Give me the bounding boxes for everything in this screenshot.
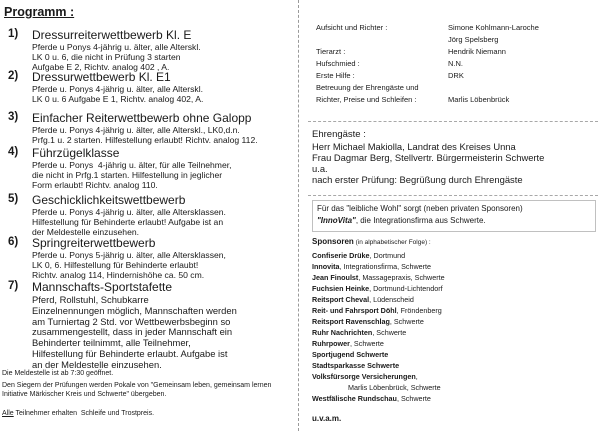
item-details: Pferde u. Ponys 4-jährig u. älter, alle Alterskl., LK0,d.n. Prfg.1 u. 2 starten. Hilfestellung erlaubt! Richtv. analog 112. [32,125,258,145]
item-details: Pferde u. Ponys 4-jährig u. älter, alle Altersklassen. Hilfestellung für Behinderte erlaubt! Aufgabe ist an der Meldestelle einzusehen. [32,207,226,237]
sponsor-item [312,295,414,304]
sponsor-item [312,262,431,271]
catering-company: "InnoVita" [317,216,356,225]
staff-name: Simone Kohlmann-Laroche [448,23,539,32]
item-details: Pferde u Ponys 4-jährig u. älter, alle Alterskl. LK 0 u. 6, die nicht in Prüfung 3 starten Aufgabe E 2, Richtv. analog 402 , A. [32,42,201,72]
item-details: Pferde u. Ponys 4-jährig u. älter, alle Alterskl. LK 0 u. 6 Aufgabe E 1, Richtv. analog 402, A. [32,84,204,104]
info-column [308,0,598,431]
item-heading: Dressurreiterwettbewerb Kl. E [32,28,192,42]
item-details: Pferd, Rollstuhl, Schubkarre Einzelnennungen möglich, Mannschaften werden am Turniertag 2 Std. vor Wettbewerbsbeginn so zusammengestellt, dass in jeder Mannschaft ein Behinderter teilnimmt, alle Teilnehmer, Hilfestellung für Behinderte erlaubt. Aufgabe ist an der Meldestelle einzusehen. [32,294,237,370]
guests-label: Ehrengäste : [312,129,366,140]
item-heading: Führzügelklasse [32,146,120,160]
trophy-note: Den Siegern der Prüfungen werden Pokale von "Gemeinsam leben, gemeinsam lernen Initiative Märkischer Kreis und Schwerte" übergeben. [2,382,272,398]
item-heading: Dressurwettbewerb Kl. E1 [32,70,171,84]
participants-note-underlined: Alle [2,410,14,417]
sponsor-name: Volksfürsorge Versicherungen [312,372,416,381]
staff-role: Richter, Preise und Schleifen : [316,95,417,104]
sponsor-name: Reitsport Cheval [312,295,370,304]
sponsor-name: Ruhr Nachrichten [312,328,373,337]
sponsor-location: , Schwerte [389,317,424,326]
sponsor-item [312,394,431,403]
sponsors-closing: u.v.a.m. [312,414,342,423]
participants-note-rest: Teilnehmer erhalten Schleife und Trostpreis. [13,410,155,417]
catering-line-2-rest: , die Integrationsfirma aus Schwerte. [355,216,486,225]
guests-text: Herr Michael Makiolla, Landrat des Kreises Unna Frau Dagmar Berg, Stellvertr. Bürgermeisterin Schwerte u.a. nach erster Prüfung: Begrüßung durch Ehrengäste [312,141,545,185]
sponsor-name: Confiserie Drüke [312,251,370,260]
sponsor-name: Sportjugend Schwerte [312,350,389,359]
item-number: 3) [8,111,19,123]
item-number: 6) [8,236,19,248]
sponsor-item [312,251,405,260]
item-number: 2) [8,70,19,82]
sponsor-item [312,284,443,293]
sponsor-name: Jean Finoulst [312,273,359,282]
program-column [0,0,296,431]
staff-role: Aufsicht und Richter : [316,23,388,32]
sponsor-item [312,317,424,326]
staff-role: Hufschmied : [316,59,360,68]
sponsor-item [312,350,388,359]
sponsor-item [312,339,384,348]
item-heading: Mannschafts-Sportstafette [32,280,173,294]
sponsors-subtitle: (in alphabetischer Folge) : [353,239,431,246]
staff-name: DRK [448,71,464,80]
sponsor-name: Ruhrpower [312,339,350,348]
catering-line-1: Für das "leibliche Wohl" sorgt (neben privaten Sponsoren) [317,204,523,213]
sponsor-location: , Schwerte [349,339,384,348]
sponsor-location: , Integrationsfirma, Schwerte [339,262,432,271]
catering-line-2 [317,216,486,225]
item-heading: Geschicklichkeitswettbewerb [32,193,186,207]
sponsor-name: Stadtsparkasse Schwerte [312,361,400,370]
sponsors-title-text: Sponsoren [312,237,354,246]
item-number: 1) [8,28,19,40]
staff-name: Marlis Löbenbrück [448,95,510,104]
staff-role: Tierarzt : [316,47,346,56]
staff-role: Erste Hilfe : [316,71,355,80]
sponsor-location: , Schwerte [372,328,407,337]
sponsor-location: , Dortmund-Lichtendorf [369,284,443,293]
sponsor-location: , Dortmund [369,251,406,260]
catering-box [312,200,596,232]
item-details: Pferde u. Ponys 4-jährig u. älter, für alle Teilnehmer, die nicht in Prfg.1 starten. Hilfestellung in jeglicher Form erlaubt! Richtv. analog 110. [32,160,232,190]
sponsor-item [312,372,418,381]
meldestelle-note: Die Meldestelle ist ab 7:30 geöffnet. [2,370,114,377]
item-details: Pferde u. Ponys 5-jährig u. älter, alle Altersklassen, LK 0, 6. Hilfestellung für Behinderte erlaubt! Richtv. analog 114, Hindernishöhe ca. 50 cm. [32,250,226,280]
section-divider [308,195,598,196]
sponsor-location: , Lüdenscheid [369,295,414,304]
sponsors-title [312,237,431,246]
sponsor-name: Westfälische Rundschau [312,394,397,403]
item-number: 7) [8,280,19,292]
sponsor-location: , Schwerte [396,394,431,403]
sponsor-location: , [415,372,418,381]
item-heading: Springreiterwettbewerb [32,236,156,250]
sponsor-item [348,383,441,392]
item-heading: Einfacher Reiterwettbewerb ohne Galopp [32,111,252,125]
sponsor-name: Innovita [312,262,340,271]
staff-name: Hendrik Niemann [448,47,506,56]
sponsor-location: Marlis Löbenbrück, Schwerte [348,383,441,392]
staff-name: N.N. [448,59,463,68]
participants-note [2,410,154,419]
sponsor-name: Reit- und Fahrsport Döhl [312,306,397,315]
item-number: 5) [8,193,19,205]
section-divider [308,121,598,122]
sponsor-name: Fuchsien Heinke [312,284,370,293]
sponsor-item [312,328,406,337]
sponsor-location: , Fröndenberg [396,306,442,315]
sponsor-item [312,361,399,370]
item-number: 4) [8,146,19,158]
staff-role: Betreuung der Ehrengäste und [316,83,419,92]
sponsor-item [312,273,445,282]
program-title: Programm : [4,5,75,19]
staff-name: Jörg Spelsberg [448,35,499,44]
sponsor-name: Reitsport Ravenschlag [312,317,390,326]
sponsor-location: , Massagepraxis, Schwerte [358,273,445,282]
sponsor-item [312,306,442,315]
column-divider [298,0,299,431]
